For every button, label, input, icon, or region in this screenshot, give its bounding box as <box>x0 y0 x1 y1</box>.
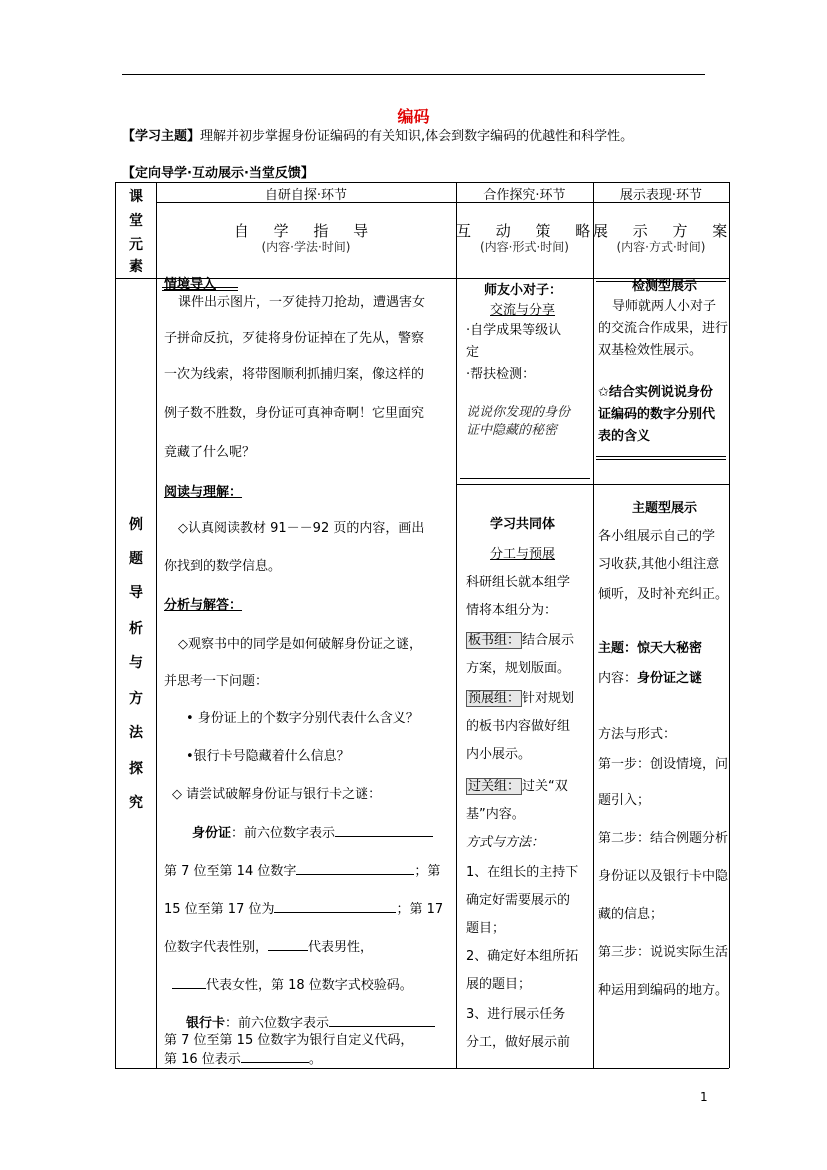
pair-line: ·自学成果等级认 <box>466 323 562 338</box>
bank-card-text: 。 <box>308 1052 322 1067</box>
analysis-line: ◇观察书中的同学是如何破解身份证之谜， <box>178 637 422 652</box>
subheader-main: 互 动 策 略 <box>456 222 601 240</box>
id-card-label: 身份证 <box>192 826 232 841</box>
row-header-char: 课 <box>129 189 143 205</box>
page-number: 1 <box>700 1090 708 1104</box>
id-card-text: ；第 <box>414 864 441 879</box>
row-header-char: 元 <box>129 237 143 253</box>
learning-topic <box>122 128 722 146</box>
header-rule <box>122 74 705 75</box>
col-header-presentation: 展示表现·环节 <box>619 188 703 203</box>
row-header-char: 题 <box>129 551 143 567</box>
row-header-char: 探 <box>129 761 143 777</box>
theme-title-line <box>598 640 702 658</box>
table-line <box>729 182 730 1068</box>
id-card-text: ：前六位数字表示 <box>231 826 336 841</box>
read-heading: 阅读与理解： <box>164 485 243 500</box>
step-line: 种运用到编码的地方。 <box>598 983 729 998</box>
subheader-sub: (内容·方式·时间) <box>616 240 706 254</box>
bank-card-line <box>164 1050 322 1069</box>
method-heading: 方式与方法： <box>466 835 545 850</box>
id-card-line <box>164 938 373 957</box>
theme-value: 惊天大秘密 <box>637 641 703 656</box>
bank-card-line: 第 7 位至第 15 位数字为银行自定义代码， <box>164 1033 414 1048</box>
table-line <box>593 182 594 1068</box>
subheader-main: 展 示 方 案 <box>593 222 738 240</box>
id-card-text: 第 7 位至第 14 位数字 <box>164 864 297 879</box>
step-line: 藏的信息； <box>598 907 664 922</box>
community-heading: 学习共同体 <box>490 517 556 532</box>
group-pass <box>466 778 568 796</box>
id-card-line <box>164 900 443 919</box>
check-line: 双基检效性展示。 <box>598 343 703 358</box>
community-subheading: 分工与预展 <box>490 547 556 562</box>
bank-card-text: ：前六位数字表示 <box>225 1016 330 1031</box>
fill-blank[interactable] <box>329 1014 435 1027</box>
id-card-text: ；第 17 <box>396 902 444 917</box>
id-card-line <box>172 976 413 995</box>
row-header-char: 堂 <box>129 213 143 229</box>
row-header-char: 究 <box>129 795 143 811</box>
row-header-char: 方 <box>129 691 143 707</box>
group-text: 结合展示 <box>522 633 575 648</box>
group-text: 方案，规划版面。 <box>466 661 571 676</box>
theme-heading: 主题型展示 <box>632 501 698 516</box>
table-line <box>596 456 726 457</box>
fill-blank[interactable] <box>172 976 206 989</box>
table-line <box>596 459 726 460</box>
topic-text: 理解并初步掌握身份证编码的有关知识,体会到数字编码的优越性和科学性。 <box>200 129 634 144</box>
method-form-label: 方法与形式： <box>598 727 677 742</box>
theme-line: 倾听，及时补充纠正。 <box>598 587 729 602</box>
method-line: 2、确定好本组所拓 <box>466 949 579 964</box>
group-text: 内小展示。 <box>466 747 532 762</box>
pair-line: 定 <box>466 345 480 360</box>
step-line: 第一步：创设情境，问 <box>598 757 729 772</box>
intro-line: 课件出示图片，一歹徒持刀抢劫，遭遇害女 <box>178 295 426 310</box>
table-line <box>460 478 590 479</box>
bank-card-text: 第 16 位表示 <box>164 1052 241 1067</box>
id-card-text: 15 位至第 17 位为 <box>164 902 275 917</box>
group-text: 过关“双 <box>522 779 568 794</box>
community-line: 科研组长就本组学 <box>466 575 571 590</box>
id-card-text: 代表女性，第 18 位数字式校验码。 <box>206 978 413 993</box>
bank-card-label: 银行卡 <box>186 1016 226 1031</box>
method-line: 题目； <box>466 921 506 936</box>
fill-blank[interactable] <box>335 824 433 837</box>
content-value: 身份证之谜 <box>637 671 703 686</box>
pair-italic: 说说你发现的身份 <box>466 405 571 420</box>
pair-line: ·帮扶检测： <box>466 367 536 382</box>
group-label: 过关组： <box>468 779 521 794</box>
check-heading: 检测型展示 <box>632 279 698 294</box>
col-header-self-study: 自研自探·环节 <box>264 188 348 203</box>
row-header-char: 导 <box>129 585 143 601</box>
table-line <box>115 182 729 183</box>
fill-blank[interactable] <box>274 900 396 913</box>
section-heading: 【定向导学·互动展示·当堂反馈】 <box>122 166 314 181</box>
group-label: 预展组： <box>468 691 521 706</box>
fill-blank[interactable] <box>296 862 414 875</box>
id-card-line <box>164 862 440 881</box>
table-line <box>156 182 157 1068</box>
method-line: 1、在组长的主持下 <box>466 865 579 880</box>
pair-heading: 师友小对子： <box>484 283 563 298</box>
row-header-char: 例 <box>129 517 143 533</box>
intro-line: 例子数不胜数，身份证可真神奇啊！它里面究 <box>164 406 425 421</box>
read-line: 你找到的数学信息。 <box>164 559 282 574</box>
method-line: 分工，做好展示前 <box>466 1035 571 1050</box>
check-line: 的交流合作成果，进行 <box>598 321 729 336</box>
content-label: 内容： <box>598 671 638 686</box>
id-card-line <box>192 824 433 843</box>
star-line: 表的含义 <box>598 429 651 444</box>
bullet-item: • 身份证上的个数字分别代表什么含义？ <box>186 711 419 726</box>
step-line: 第三步：说说实际生活 <box>598 945 729 960</box>
subheader-sub: (内容·形式·时间) <box>480 240 569 254</box>
fill-blank[interactable] <box>241 1050 309 1063</box>
try-line: ◇ 请尝试破解身份证与银行卡之谜： <box>172 787 382 802</box>
group-text: 的板书内容做好组 <box>466 719 571 734</box>
method-line: 确定好需要展示的 <box>466 893 571 908</box>
check-line: 导师就两人小对子 <box>612 299 717 314</box>
intro-line: 子拼命反抗，歹徒将身份证掉在了先从，警察 <box>164 331 425 346</box>
step-line: 题引入； <box>598 793 651 808</box>
analysis-line: 并思考一下问题： <box>164 674 269 689</box>
topic-label: 【学习主题】 <box>122 129 201 144</box>
star-line: 证编码的数字分别代 <box>598 407 716 422</box>
pair-subheading: 交流与分享 <box>490 303 556 318</box>
table-line <box>115 182 116 1068</box>
group-preview <box>466 690 574 708</box>
page-title: 编码 <box>397 107 430 126</box>
row-header-char: 与 <box>129 655 143 671</box>
row-header-char: 析 <box>129 621 143 637</box>
theme-label: 主题： <box>598 641 638 656</box>
star-line: ✩结合实例说说身份 <box>598 385 713 400</box>
theme-line: 各小组展示自己的学 <box>598 529 716 544</box>
intro-line: 一次为线索，将带图顺利抓捕归案，像这样的 <box>164 367 425 382</box>
method-line: 展的题目； <box>466 977 532 992</box>
bank-card-line <box>186 1014 435 1033</box>
group-text: 针对规划 <box>522 691 575 706</box>
table-line <box>456 182 457 1068</box>
bullet-item: •银行卡号隐藏着什么信息？ <box>186 749 350 764</box>
subheader-main: 自 学 指 导 <box>233 222 379 240</box>
id-card-text: 位数字代表性别， <box>164 940 269 955</box>
col-header-cooperation: 合作探究·环节 <box>483 188 566 203</box>
subheader-sub: (内容·学法·时间) <box>261 240 351 254</box>
community-line: 情将本组分为： <box>466 603 558 618</box>
step-line: 身份证以及银行卡中隐 <box>598 869 729 884</box>
analysis-heading: 分析与解答： <box>164 598 243 613</box>
pair-italic: 证中隐藏的秘密 <box>466 423 558 438</box>
row-header-char: 素 <box>129 259 143 275</box>
group-label: 板书组： <box>468 633 521 648</box>
id-card-text: 代表男性， <box>308 940 374 955</box>
group-board <box>466 632 574 650</box>
step-line: 第二步：结合例题分析 <box>598 831 729 846</box>
read-line: ◇认真阅读教材 91－－92 页的内容，画出 <box>178 521 425 536</box>
fill-blank[interactable] <box>268 938 308 951</box>
theme-line: 习收获,其他小组注意 <box>598 557 720 572</box>
intro-line: 竟藏了什么呢？ <box>164 445 256 460</box>
method-line: 3、进行展示任务 <box>466 1007 566 1022</box>
row-header-char: 法 <box>129 725 143 741</box>
content-line <box>598 670 702 688</box>
intro-heading: 情境导入 <box>164 277 217 292</box>
group-text: 基”内容。 <box>466 807 525 822</box>
